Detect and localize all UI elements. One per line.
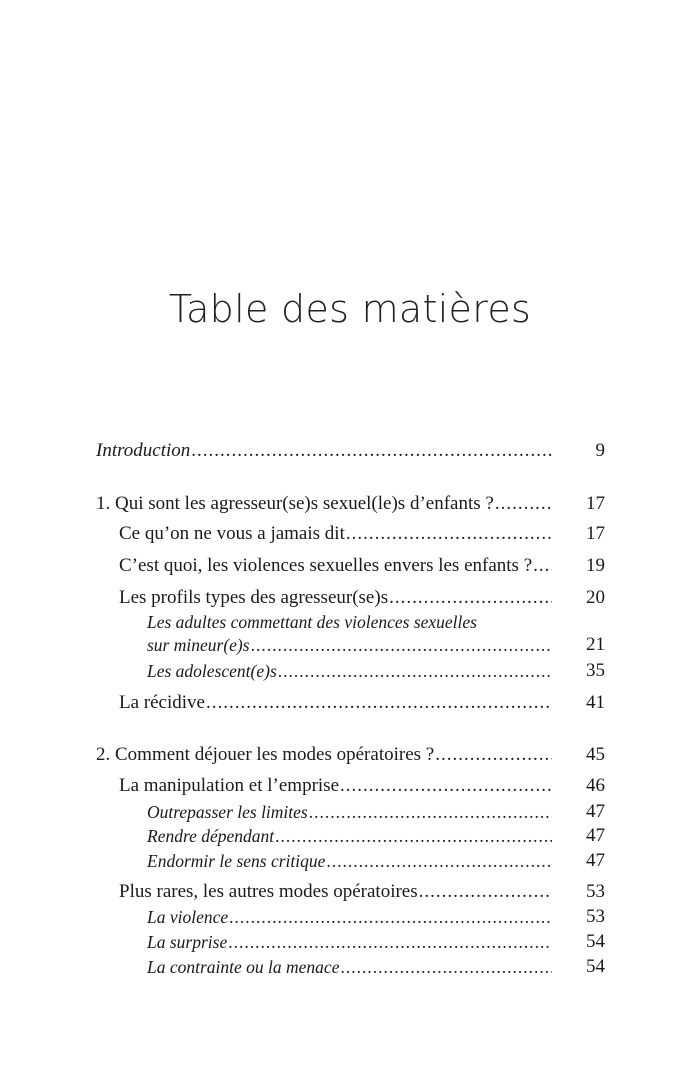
dot-leader: [191, 438, 552, 464]
toc-page-number: 9: [595, 440, 605, 461]
toc-page-number: 35: [586, 660, 605, 681]
toc-entry-subsection[interactable]: [0, 799, 700, 825]
toc-entry-label: sur mineur(e)s: [147, 635, 250, 655]
toc-entry-label: La contrainte ou la menace: [147, 957, 340, 977]
toc-page-number: 47: [586, 801, 605, 822]
toc-entry-label: 2. Comment déjouer les modes opératoires ?: [96, 744, 435, 765]
page-title: Table des matières: [168, 287, 532, 332]
toc-entry-label: Ce qu’on ne vous a jamais dit: [119, 523, 345, 544]
toc-entry-section[interactable]: [0, 553, 700, 579]
dot-leader: [206, 690, 552, 716]
toc-entry-subsection[interactable]: [0, 954, 700, 980]
dot-leader: [278, 658, 552, 684]
dot-leader: [275, 823, 552, 849]
dot-leader: [389, 585, 552, 611]
dot-leader: [228, 929, 552, 955]
toc-page-number: 53: [586, 906, 605, 927]
toc-page-number: 47: [586, 850, 605, 871]
toc-entry-label: 1. Qui sont les agresseur(se)s sexuel(le)s d’enfants ?: [96, 493, 494, 514]
dot-leader: [229, 904, 552, 930]
dot-leader: [495, 491, 552, 517]
toc-entry-subsection[interactable]: [0, 658, 700, 684]
toc-page-number: 47: [586, 825, 605, 846]
toc-entry-label: Plus rares, les autres modes opératoires: [119, 881, 418, 902]
dot-leader: [346, 521, 552, 547]
toc-entry-subsection[interactable]: [0, 823, 700, 849]
toc-entry-subsection[interactable]: [0, 904, 700, 930]
toc-page-number: 53: [586, 881, 605, 902]
toc-entry-section[interactable]: [0, 690, 700, 716]
toc-page-number: 19: [586, 555, 605, 576]
toc-entry-section[interactable]: [0, 879, 700, 905]
toc-entry-label: Rendre dépendant: [147, 826, 275, 846]
toc-entry-label: Les adolescent(e)s: [147, 661, 277, 681]
toc-entry-label: La manipulation et l’emprise: [119, 775, 340, 796]
toc-entry-label: La violence: [147, 907, 229, 927]
toc-entry-section[interactable]: [0, 773, 700, 799]
toc-entry-label: La récidive: [119, 692, 205, 713]
toc-page-number: 54: [586, 956, 605, 977]
toc-entry-subsection[interactable]: [0, 848, 700, 874]
toc-page-number: 41: [586, 692, 605, 713]
dot-leader: [533, 553, 552, 579]
toc-entry-section[interactable]: [0, 521, 700, 547]
toc-entry-subsection[interactable]: [0, 929, 700, 955]
toc-entry-label: Endormir le sens critique: [147, 851, 326, 871]
dot-leader: [435, 742, 552, 768]
dot-leader: [326, 848, 552, 874]
toc-entry-label: Introduction: [96, 440, 191, 461]
dot-leader: [309, 799, 552, 825]
dot-leader: [419, 879, 552, 905]
toc-page-number: 45: [586, 744, 605, 765]
toc-entry-section[interactable]: [0, 585, 700, 611]
toc-entry-subsection[interactable]: [0, 632, 700, 658]
toc-entry-introduction[interactable]: [0, 438, 700, 464]
dot-leader: [340, 954, 552, 980]
toc-entry-chapter-2[interactable]: [0, 742, 700, 768]
toc-page-number: 17: [586, 523, 605, 544]
toc-entry-label: Les adultes commettant des violences sexuelles: [147, 612, 477, 632]
toc-entry-chapter-1[interactable]: [0, 491, 700, 517]
toc-entry-label: Outrepasser les limites: [147, 802, 308, 822]
toc-entry-label: Les profils types des agresseur(se)s: [119, 587, 389, 608]
toc-entry-label: La surprise: [147, 932, 228, 952]
toc-page-number: 46: [586, 775, 605, 796]
toc-page-number: 17: [586, 493, 605, 514]
toc-page-number: 54: [586, 931, 605, 952]
toc-page-number: 21: [586, 634, 605, 655]
toc-entry-label: C’est quoi, les violences sexuelles envers les enfants ?: [119, 555, 533, 576]
dot-leader: [251, 632, 552, 658]
dot-leader: [340, 773, 552, 799]
toc-page-number: 20: [586, 587, 605, 608]
